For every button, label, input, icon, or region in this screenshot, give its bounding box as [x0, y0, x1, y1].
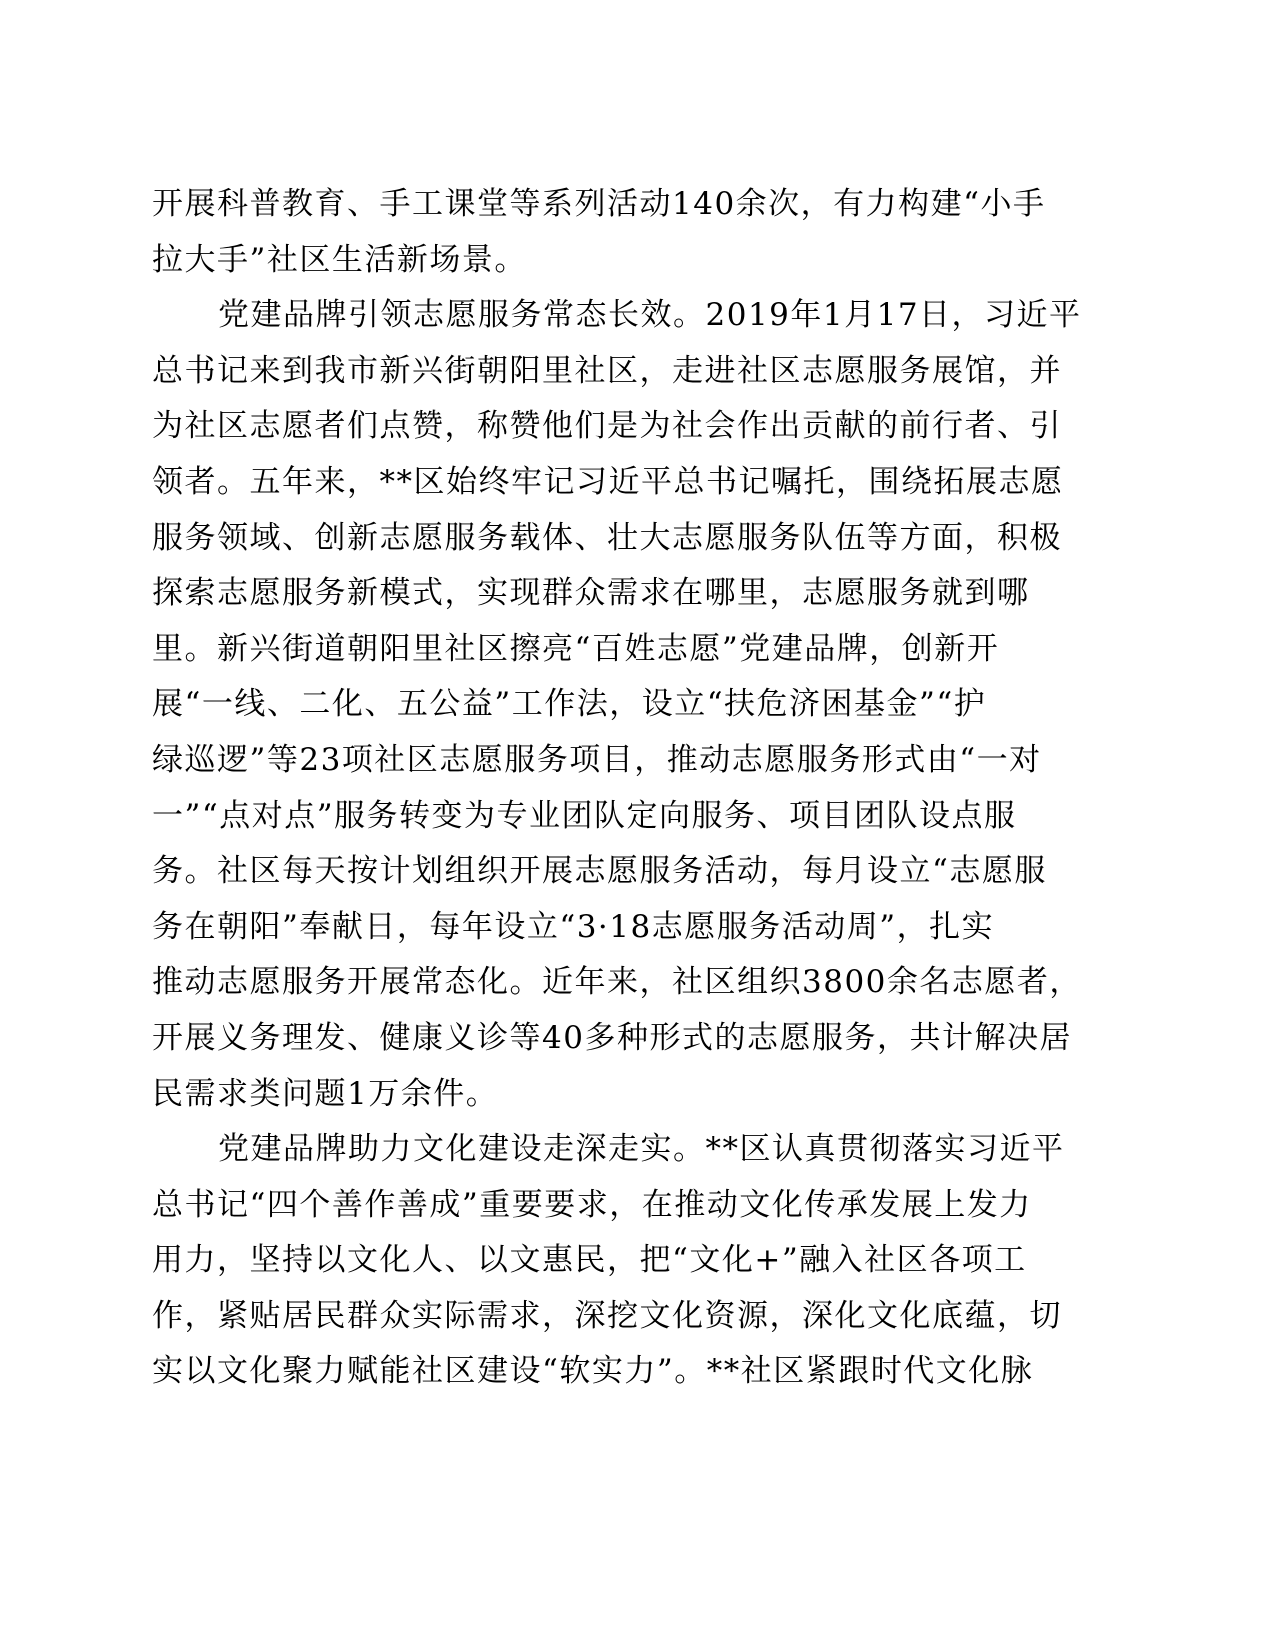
text-line: 民需求类问题1万余件。	[152, 1075, 499, 1112]
text-line: 务。社区每天按计划组织开展志愿服务活动，每月设立“志愿服	[152, 853, 1047, 890]
text-line: 开展科普教育、手工课堂等系列活动140余次，有力构建“小手	[152, 186, 1046, 222]
text-line: 推动志愿服务开展常态化。近年来，社区组织3800余名志愿者，	[152, 964, 1082, 1001]
paragraph-first-line: 党建品牌助力文化建设走深走实。**区认真贯彻落实习近平	[218, 1131, 1065, 1168]
text-line: 实以文化聚力赋能社区建设“软实力”。**社区紧跟时代文化脉	[152, 1353, 1034, 1390]
text-line: 作，紧贴居民群众实际需求，深挖文化资源，深化文化底蕴，切	[152, 1297, 1062, 1334]
text-line: 总书记“四个善作善成”重要要求，在推动文化传承发展上发力	[152, 1186, 1032, 1223]
text-line: 展“一线、二化、五公益”工作法，设立“扶危济困基金”“护	[152, 686, 987, 723]
text-line: 总书记来到我市新兴街朝阳里社区，走进社区志愿服务展馆，并	[152, 352, 1062, 389]
text-line: 一”“点对点”服务转变为专业团队定向服务、项目团队设点服	[152, 797, 1017, 834]
text-line: 领者。五年来，**区始终牢记习近平总书记嘱托，围绕拓展志愿	[152, 463, 1064, 500]
text-line: 绿巡逻”等23项社区志愿服务项目，推动志愿服务形式由“一对	[152, 741, 1042, 778]
text-line: 拉大手”社区生活新场景。	[152, 241, 527, 278]
text-line: 服务领域、创新志愿服务载体、壮大志愿服务队伍等方面，积极	[152, 519, 1062, 556]
paragraph-first-line: 党建品牌引领志愿服务常态长效。2019年1月17日，习近平	[218, 297, 1082, 334]
text-line: 用力，坚持以文化人、以文惠民，把“文化+”融入社区各项工	[152, 1242, 1027, 1279]
text-line: 开展义务理发、健康义诊等40多种形式的志愿服务，共计解决居	[152, 1019, 1072, 1056]
text-line: 里。新兴街道朝阳里社区擦亮“百姓志愿”党建品牌，创新开	[152, 630, 1000, 667]
text-line: 探索志愿服务新模式，实现群众需求在哪里，志愿服务就到哪	[152, 575, 1030, 612]
text-line: 务在朝阳”奉献日，每年设立“3·18志愿服务活动周”，扎实	[152, 908, 995, 945]
body-text	[152, 177, 1100, 1400]
text-line: 为社区志愿者们点赞，称赞他们是为社会作出贡献的前行者、引	[152, 408, 1062, 445]
